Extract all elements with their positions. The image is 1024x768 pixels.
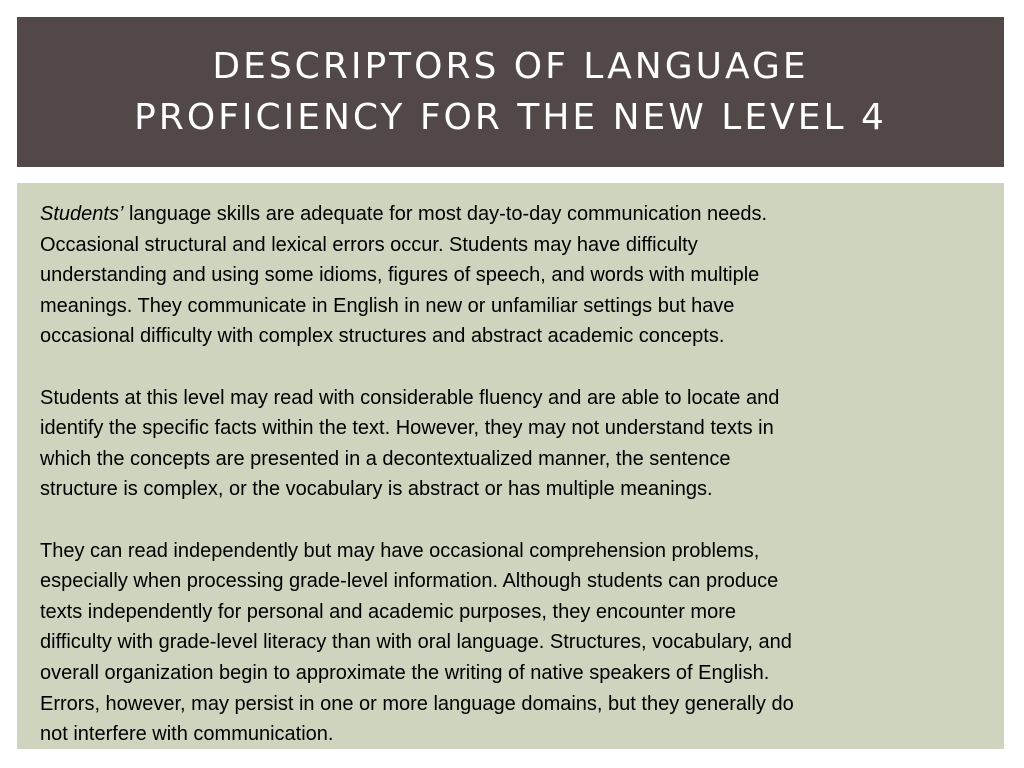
paragraph-line: structure is complex, or the vocabulary is abstract or has multiple meanings. (40, 478, 713, 501)
paragraph-line: not interfere with communication. (40, 723, 334, 746)
paragraph-line: which the concepts are presented in a decontextualized manner, the sentence (40, 447, 731, 470)
paragraph-line: Errors, however, may persist in one or more language domains, but they generally do (40, 692, 794, 715)
paragraph-line: Occasional structural and lexical errors occur. Students may have difficulty (40, 233, 698, 256)
paragraph-2 (40, 383, 994, 505)
paragraph-line: occasional difficulty with complex structures and abstract academic concepts. (40, 325, 725, 348)
slide-title-line-1: DESCRIPTORS OF LANGUAGE (212, 46, 809, 87)
paragraph-line: understanding and using some idioms, figures of speech, and words with multiple (40, 264, 760, 287)
title-bar (17, 17, 1004, 167)
paragraph-line: meanings. They communicate in English in new or unfamiliar settings but have (40, 294, 735, 317)
paragraph-line: difficulty with grade-level literacy than with oral language. Structures, vocabulary, and (40, 631, 792, 654)
paragraph-line: Students at this level may read with considerable fluency and are able to locate and (40, 386, 780, 409)
line-text: language skills are adequate for most day-to-day communication needs. (123, 203, 768, 225)
slide-title-line-2: PROFICIENCY FOR THE NEW LEVEL 4 (134, 97, 887, 138)
paragraph-line (40, 199, 994, 230)
slide-title (134, 41, 887, 143)
paragraph-3 (40, 536, 994, 750)
paragraph-line: texts independently for personal and academic purposes, they encounter more (40, 600, 736, 623)
paragraph-line: They can read independently but may have occasional comprehension problems, (40, 539, 760, 562)
paragraph-1 (40, 199, 994, 352)
content-box (17, 183, 1004, 749)
italic-text: Students’ (40, 203, 124, 225)
paragraph-line: especially when processing grade-level information. Although students can produce (40, 570, 779, 593)
paragraph-line: identify the specific facts within the text. However, they may not understand texts in (40, 417, 774, 440)
paragraph-line: overall organization begin to approximate the writing of native speakers of English. (40, 661, 770, 684)
